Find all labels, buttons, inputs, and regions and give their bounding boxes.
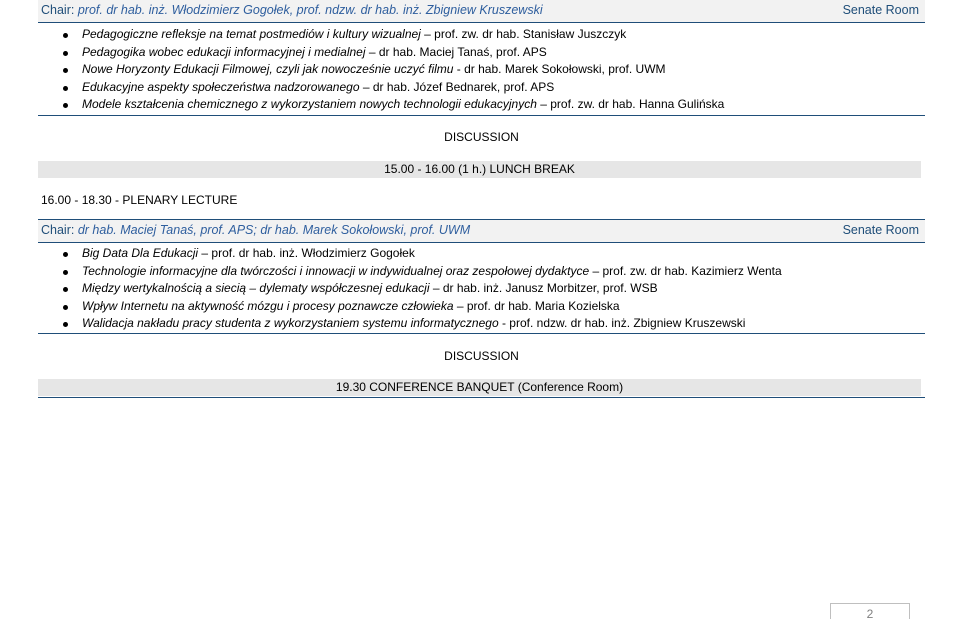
session2-room: Senate Room (842, 223, 919, 237)
lunch-break-label: 15.00 - 16.00 (1 h.) LUNCH BREAK (384, 162, 575, 176)
bullet-icon (63, 270, 68, 275)
banquet-divider (38, 397, 925, 398)
talk-author: – dr hab. Maciej Tanaś, prof. APS (365, 44, 547, 59)
bullet-icon (63, 68, 68, 73)
talk-title: Walidacja nakładu pracy studenta z wykorzystaniem systemu informatycznego (82, 316, 499, 330)
talk-item (60, 245, 782, 263)
lunch-break-bar (38, 161, 921, 178)
session2-chair-row (38, 220, 925, 243)
session1-room: Senate Room (842, 3, 919, 17)
talk-title: Modele kształcenia chemicznego z wykorzystaniem nowych technologii edukacyjnych (82, 97, 537, 111)
talk-author: – dr hab. Józef Bednarek, prof. APS (359, 79, 555, 94)
bullet-icon (63, 252, 68, 257)
session2-chair-label: Chair: (41, 223, 75, 237)
talk-item (60, 280, 782, 298)
talk-title: Pedagogika wobec edukacji informacyjnej i medialnej (82, 44, 366, 59)
bullet-icon (63, 33, 68, 38)
session1-chair (41, 3, 543, 17)
session2-discussion: DISCUSSION (444, 349, 519, 363)
talk-author: – prof. dr hab. inż. Włodzimierz Gogołek (198, 246, 415, 260)
talk-title: Nowe Horyzonty Edukacji Filmowej, czyli jak nowocześnie uczyć filmu (82, 62, 454, 76)
talk-item (60, 79, 724, 97)
session1-chair-names: prof. dr hab. inż. Włodzimierz Gogołek, prof. ndzw. dr hab. inż. Zbigniew Kruszewski (77, 3, 543, 17)
talk-author: – prof. zw. dr hab. Kazimierz Wenta (589, 263, 782, 278)
session1-discussion: DISCUSSION (444, 130, 519, 144)
bullet-icon (63, 322, 68, 327)
talk-item (60, 26, 724, 44)
talk-title: Big Data Dla Edukacji (82, 246, 199, 260)
session1-divider (38, 115, 925, 116)
session2-talk-list (60, 245, 782, 333)
session1-chair-row (38, 0, 925, 23)
talk-item (60, 298, 782, 316)
talk-title: Między wertykalnością a siecią – dylematy współczesnej edukacji (82, 281, 430, 295)
bullet-icon (63, 305, 68, 310)
talk-item (60, 96, 724, 114)
talk-author: – dr hab. inż. Janusz Morbitzer, prof. WSB (429, 281, 658, 295)
talk-title: Pedagogiczne refleksje na temat postmediów i kultury wizualnej (82, 27, 421, 41)
session2-chair-names: dr hab. Maciej Tanaś, prof. APS; dr hab. Marek Sokołowski, prof. UWM (77, 223, 471, 237)
bullet-icon (63, 287, 68, 292)
talk-author: – prof. dr hab. Maria Kozielska (453, 298, 620, 313)
talk-item (60, 315, 782, 333)
talk-item (60, 44, 724, 62)
plenary-heading: 16.00 - 18.30 - PLENARY LECTURE (41, 193, 238, 207)
talk-author: – prof. zw. dr hab. Hanna Gulińska (536, 97, 725, 111)
talk-author: - dr hab. Marek Sokołowski, prof. UWM (453, 62, 666, 76)
session1-chair-label: Chair: (41, 3, 75, 17)
bullet-icon (63, 86, 68, 91)
talk-title: Technologie informacyjne dla twórczości i innowacji w indywidualnej oraz zespołowej dydaktyce (82, 263, 590, 278)
page-number: 2 (830, 603, 910, 619)
talk-title: Edukacyjne aspekty społeczeństwa nadzorowanego (82, 79, 360, 94)
banquet-bar (38, 379, 921, 396)
session2-divider (38, 333, 925, 334)
talk-author: - prof. ndzw. dr hab. inż. Zbigniew Kruszewski (498, 316, 746, 330)
talk-item (60, 61, 724, 79)
bullet-icon (63, 51, 68, 56)
banquet-label: 19.30 CONFERENCE BANQUET (Conference Room) (335, 380, 624, 394)
talk-item (60, 263, 782, 281)
talk-author: – prof. zw. dr hab. Stanisław Juszczyk (420, 27, 627, 41)
session1-talk-list (60, 26, 724, 114)
talk-title: Wpływ Internetu na aktywność mózgu i procesy poznawcze człowieka (82, 298, 454, 313)
session2-chair (41, 223, 470, 237)
bullet-icon (63, 103, 68, 108)
